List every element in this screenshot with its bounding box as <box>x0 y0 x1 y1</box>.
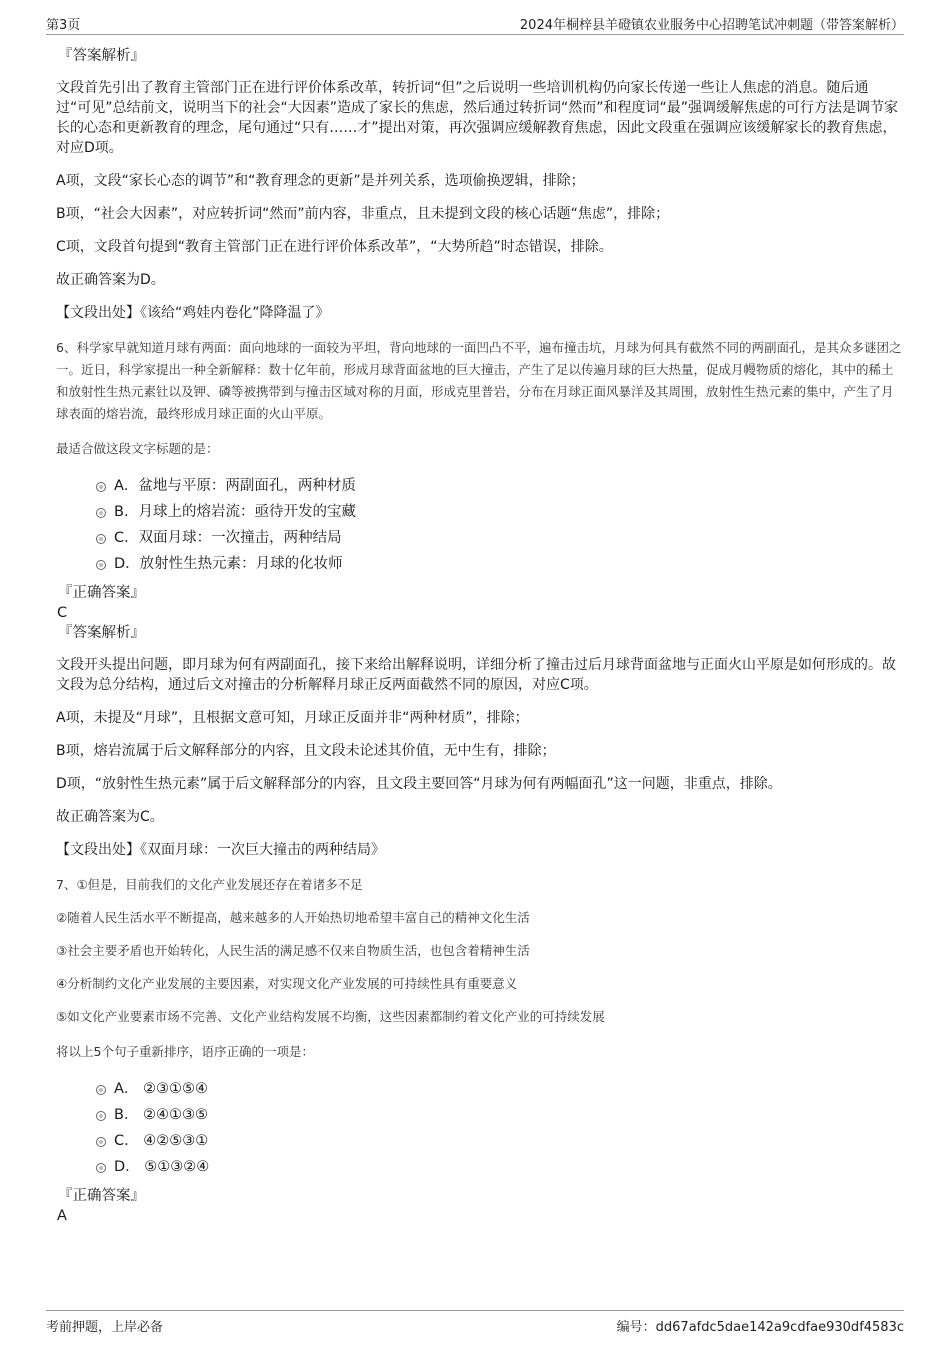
q7-sentence-3: ③社会主要矛盾也开始转化，人民生活的满足感不仅来自物质生活，也包含着精神生活 <box>56 943 530 958</box>
option-label: B．月球上的熔岩流：亟待开发的宝藏 <box>114 504 356 520</box>
radio-icon[interactable] <box>96 482 106 492</box>
option-label: C．双面月球：一次撞击，两种结局 <box>114 530 342 546</box>
q7-options <box>96 1076 902 1180</box>
q6-options <box>96 473 902 577</box>
q6-analysis-text: 文段开头提出问题，即月球为何有两副面孔，接下来给出解释说明，详细分析了撞击过后月球背面盆地与正面火山平原是如何形成的。故文段为总分结构，通过后文对撞击的分析解释月球正反两面截然不同的原因，对应C项。 <box>56 657 896 693</box>
option-label: A． ②③①⑤④ <box>114 1081 209 1097</box>
q6-analysis-item-a: A项，未提及“月球”，且根据文意可知，月球正反面并非“两种材质”，排除； <box>56 710 529 726</box>
q7-sentence-4: ④分析制约文化产业发展的主要因素，对实现文化产业发展的可持续性具有重要意义 <box>56 976 518 991</box>
q7-sentence-1: 7、①但是，目前我们的文化产业发展还存在着诸多不足 <box>56 877 363 892</box>
q6-stem: 6、科学家早就知道月球有两面：面向地球的一面较为平坦，背向地球的一面凹凸不平，遍布撞击坑，月球为何具有截然不同的两副面孔，是其众多谜团之一。近日，科学家提出一种全新解释：数十亿年前，形成月球背面盆地的巨大撞击，产生了足以传遍月球的巨大热量，促成月幔物质的熔化，其中的稀土和放射性生热元素钍以及钾、磷等被携带到与撞击区域对称的月面，形成克里普岩，分布在月球正面风暴洋及其周围，放射性生热元素的集中，产生了月球表面的熔岩流，最终形成月球正面的火山平原。 <box>56 340 902 421</box>
document-title: 2024年桐梓县羊磴镇农业服务中心招聘笔试冲刺题（带答案解析） <box>519 18 904 33</box>
option-label: A．盆地与平原：两副面孔，两种材质 <box>114 478 356 494</box>
page-footer <box>46 1310 904 1337</box>
radio-icon[interactable] <box>96 1163 106 1173</box>
page-number: 第3页 <box>46 18 81 33</box>
q5-analysis-item-c: C项，文段首句提到“教育主管部门正在进行评价体系改革”，“大势所趋”时态错误，排除。 <box>56 239 613 255</box>
q5-analysis-item-a: A项，文段“家长心态的调节”和“教育理念的更新”是并列关系，选项偷换逻辑，排除； <box>56 173 585 189</box>
q6-analysis-item-d: D项，“放射性生热元素”属于后文解释部分的内容，且文段主要回答“月球为何有两幅面孔”这一问题，非重点，排除。 <box>56 776 782 792</box>
q6-analysis-label: 『答案解析』 <box>58 625 145 641</box>
q7-prompt: 将以上5个句子重新排序，语序正确的一项是： <box>56 1044 314 1059</box>
q6-option-d[interactable] <box>96 551 902 577</box>
q6-source: 【文段出处】《双面月球：一次巨大撞击的两种结局》 <box>56 842 385 858</box>
q6-answer-label: 『正确答案』 <box>58 585 145 601</box>
q7-option-c[interactable] <box>96 1128 902 1154</box>
q6-option-c[interactable] <box>96 525 902 551</box>
content-area <box>56 46 902 1226</box>
q5-analysis-text: 文段首先引出了教育主管部门正在进行评价体系改革，转折词“但”之后说明一些培训机构仍向家长传递一些让人焦虑的消息。随后通过“可见”总结前文，说明当下的社会“大因素”造成了家长的焦虑，然后通过转折词“然而”和程度词“最”强调缓解焦虑的可行方法是调节家长的心态和更新教育的理念，尾句通过“只有……才”提出对策，再次强调应缓解教育焦虑，因此文段重在强调应该缓解家长的教育焦虑，对应D项。 <box>56 80 899 156</box>
q5-source: 【文段出处】《该给“鸡娃内卷化”降降温了》 <box>56 305 330 321</box>
q7-option-a[interactable] <box>96 1076 902 1102</box>
q6-answer: C <box>57 605 68 621</box>
option-label: B． ②④①③⑤ <box>114 1107 209 1123</box>
footer-slogan: 考前押题，上岸必备 <box>46 1320 164 1335</box>
radio-icon[interactable] <box>96 1085 106 1095</box>
q7-sentence-5: ⑤如文化产业要素市场不完善、文化产业结构发展不均衡，这些因素都制约着文化产业的可持续发展 <box>56 1009 605 1024</box>
q7-option-b[interactable] <box>96 1102 902 1128</box>
radio-icon[interactable] <box>96 534 106 544</box>
q5-analysis-item-b: B项，“社会大因素”，对应转折词“然而”前内容，非重点，且未提到文段的核心话题“焦虑”，排除； <box>56 206 670 222</box>
q7-answer: A <box>57 1208 67 1224</box>
q6-option-a[interactable] <box>96 473 902 499</box>
q5-analysis-label: 『答案解析』 <box>58 48 145 64</box>
q6-analysis-item-b: B项，熔岩流属于后文解释部分的内容，且文段未论述其价值，无中生有，排除； <box>56 743 556 759</box>
q7-sentence-2: ②随着人民生活水平不断提高，越来越多的人开始热切地希望丰富自己的精神文化生活 <box>56 910 530 925</box>
q7-answer-label: 『正确答案』 <box>58 1188 145 1204</box>
q6-prompt: 最适合做这段文字标题的是： <box>56 441 219 456</box>
radio-icon[interactable] <box>96 508 106 518</box>
option-label: D． ⑤①③②④ <box>114 1159 210 1175</box>
q6-option-b[interactable] <box>96 499 902 525</box>
option-label: D．放射性生热元素：月球的化妆师 <box>114 556 343 572</box>
page-header <box>46 12 904 35</box>
q6-conclusion: 故正确答案为C。 <box>56 809 164 825</box>
radio-icon[interactable] <box>96 560 106 570</box>
radio-icon[interactable] <box>96 1111 106 1121</box>
radio-icon[interactable] <box>96 1137 106 1147</box>
option-label: C． ④②⑤③① <box>114 1133 209 1149</box>
q5-conclusion: 故正确答案为D。 <box>56 272 165 288</box>
footer-serial: 编号：dd67afdc5dae142a9cdfae930df4583c <box>616 1320 904 1335</box>
q7-option-d[interactable] <box>96 1154 902 1180</box>
